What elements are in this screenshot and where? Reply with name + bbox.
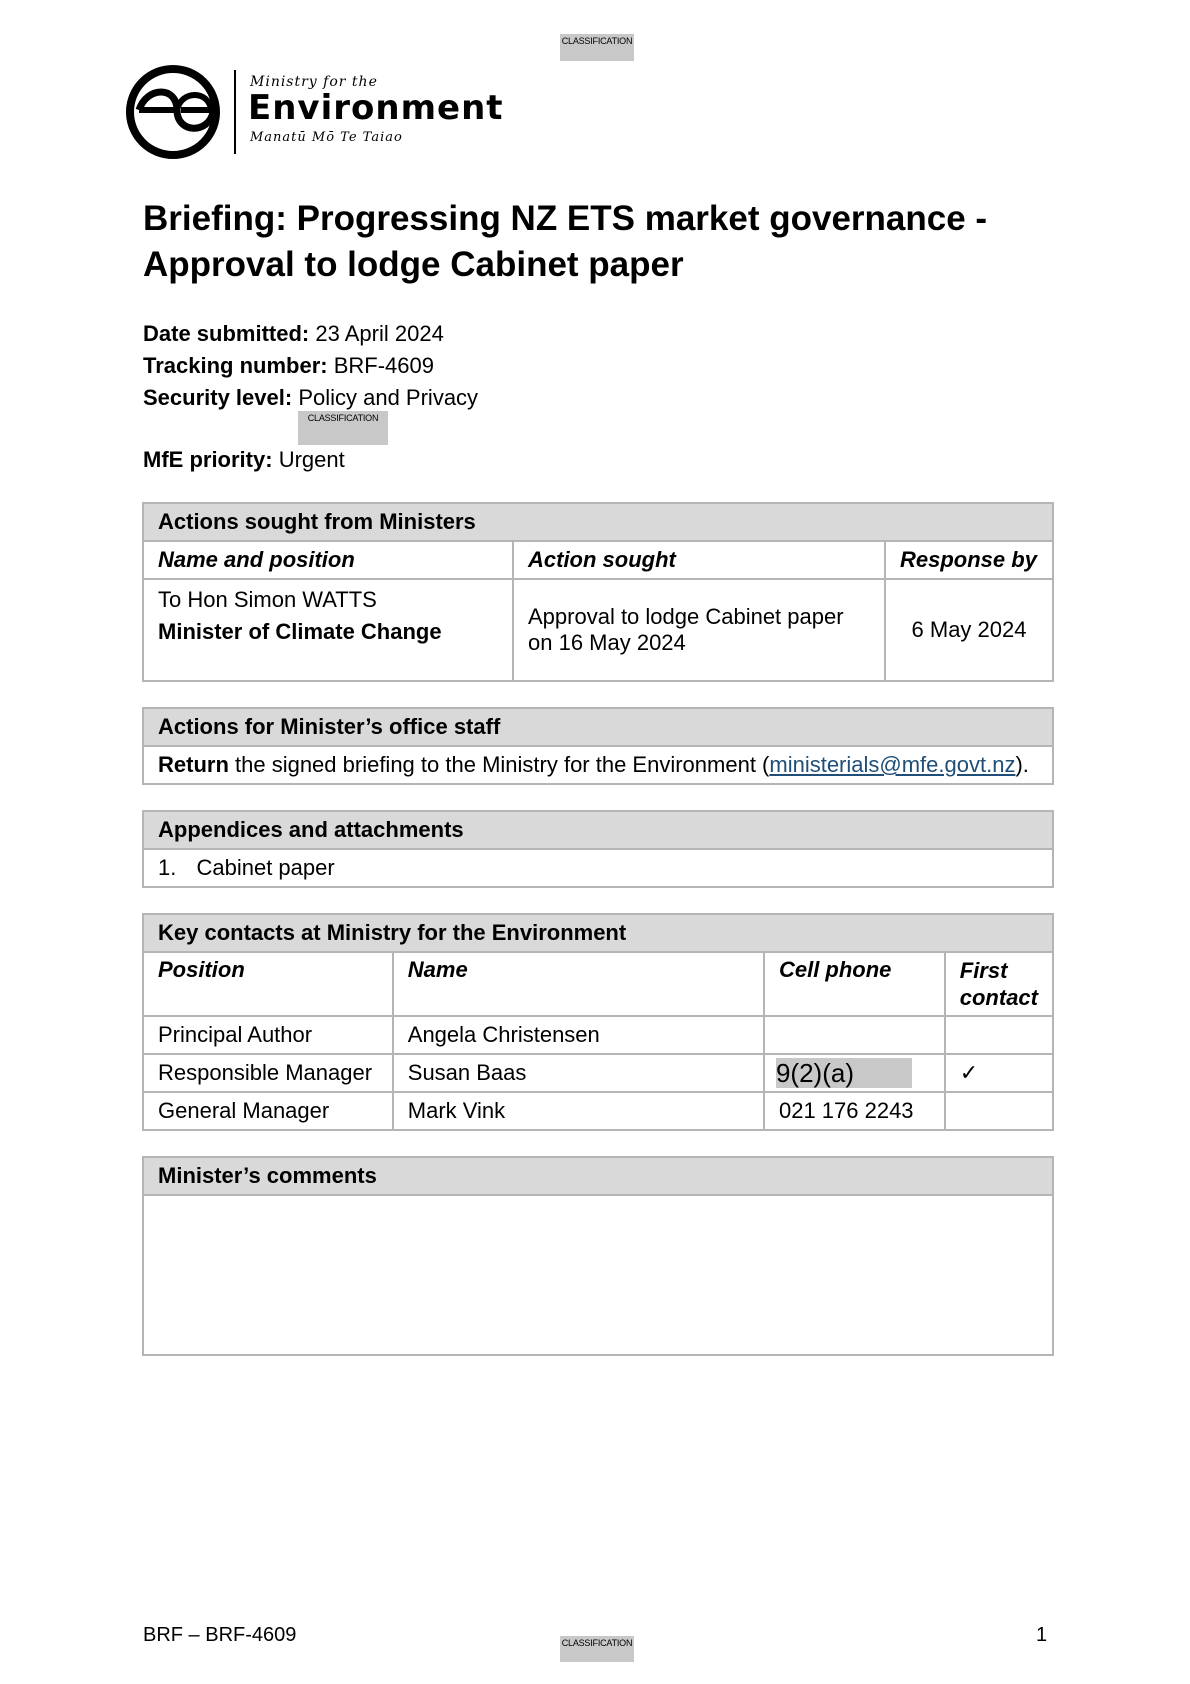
minister-position: Minister of Climate Change <box>158 619 442 644</box>
minister-name: To Hon Simon WATTS <box>158 587 377 612</box>
title-line-1: Briefing: Progressing NZ ETS market governance - <box>143 199 988 238</box>
col-position: Position <box>143 952 393 1016</box>
logo-maori-name: Manatū Mō Te Taiao <box>250 130 403 145</box>
office-staff-heading: Actions for Minister’s office staff <box>143 708 1053 746</box>
security-level <box>143 384 478 412</box>
contact-name: Mark Vink <box>393 1092 764 1130</box>
office-staff-text: the signed briefing to the Ministry for the Environment ( <box>228 752 770 777</box>
classification-marker-mid: CLASSIFICATION <box>298 411 388 445</box>
classification-marker-bottom: CLASSIFICATION <box>560 1636 634 1662</box>
mfe-priority-label: MfE priority: <box>143 447 273 472</box>
response-by-cell: 6 May 2024 <box>885 579 1053 681</box>
office-staff-table <box>142 707 1054 785</box>
contact-name: Susan Baas <box>393 1054 764 1092</box>
appendices-table <box>142 810 1054 888</box>
actions-sought-heading: Actions sought from Ministers <box>143 503 1053 541</box>
contact-position: General Manager <box>143 1092 393 1130</box>
tracking-number <box>143 352 434 380</box>
col-first-contact-line-2: contact <box>959 985 1038 1010</box>
actions-sought-table <box>142 502 1054 682</box>
title-line-2: Approval to lodge Cabinet paper <box>143 245 684 284</box>
security-level-label: Security level: <box>143 385 293 410</box>
return-word: Return <box>158 752 229 777</box>
contact-phone: 021 176 2243 <box>764 1092 945 1130</box>
ministry-logo <box>125 64 505 160</box>
contact-phone <box>764 1016 945 1054</box>
appendix-item <box>143 849 1053 887</box>
col-first-contact-line-1: First <box>959 958 1008 983</box>
office-staff-instruction <box>143 746 1053 784</box>
contact-name: Angela Christensen <box>393 1016 764 1054</box>
appendices-heading: Appendices and attachments <box>143 811 1053 849</box>
briefing-title <box>143 196 1073 288</box>
contact-first: ✓ <box>945 1054 1053 1092</box>
minister-name-cell <box>143 579 513 681</box>
col-cell-phone: Cell phone <box>764 952 945 1016</box>
contact-position: Principal Author <box>143 1016 393 1054</box>
key-contacts-table <box>142 913 1054 1131</box>
date-submitted <box>143 320 444 348</box>
col-name: Name <box>393 952 764 1016</box>
logo-environment: Environment <box>248 88 504 128</box>
logo-ministry-for-the: Ministry for the <box>250 74 378 90</box>
action-sought-cell <box>513 579 885 681</box>
table-row <box>143 1054 1053 1092</box>
contact-first <box>945 1016 1053 1054</box>
mfe-priority-value: Urgent <box>278 447 345 472</box>
classification-marker-top: CLASSIFICATION <box>560 34 634 61</box>
ministers-comments-table <box>142 1156 1054 1356</box>
appendix-item-number: 1. <box>158 855 177 880</box>
tracking-number-label: Tracking number: <box>143 353 328 378</box>
footer-reference: BRF – BRF-4609 <box>143 1624 297 1646</box>
action-sought-line-2: on 16 May 2024 <box>528 630 686 655</box>
col-name-and-position: Name and position <box>143 541 513 579</box>
col-response-by: Response by <box>885 541 1053 579</box>
date-submitted-label: Date submitted: <box>143 321 310 346</box>
mfe-priority <box>143 446 345 474</box>
table-row <box>143 1092 1053 1130</box>
col-action-sought: Action sought <box>513 541 885 579</box>
appendix-item-text: Cabinet paper <box>196 855 335 880</box>
ministerials-email-link[interactable]: ministerials@mfe.govt.nz <box>769 752 1016 777</box>
contact-phone-redacted: 9(2)(a) <box>776 1058 912 1088</box>
page-number: 1 <box>1036 1624 1048 1646</box>
table-row <box>143 1016 1053 1054</box>
ministry-emblem-icon <box>125 64 221 160</box>
logo-divider <box>234 70 236 154</box>
action-sought-line-1: Approval to lodge Cabinet paper <box>528 604 844 629</box>
tracking-number-value: BRF-4609 <box>333 353 434 378</box>
date-submitted-value: 23 April 2024 <box>315 321 444 346</box>
col-first-contact <box>945 952 1053 1016</box>
key-contacts-heading: Key contacts at Ministry for the Environment <box>143 914 1053 952</box>
ministers-comments-area[interactable] <box>143 1195 1053 1355</box>
contact-position: Responsible Manager <box>143 1054 393 1092</box>
office-staff-text-end: ). <box>1015 752 1029 777</box>
contact-first <box>945 1092 1053 1130</box>
ministers-comments-heading: Minister’s comments <box>143 1157 1053 1195</box>
contact-phone-cell <box>764 1054 945 1092</box>
security-level-value: Policy and Privacy <box>298 385 479 410</box>
